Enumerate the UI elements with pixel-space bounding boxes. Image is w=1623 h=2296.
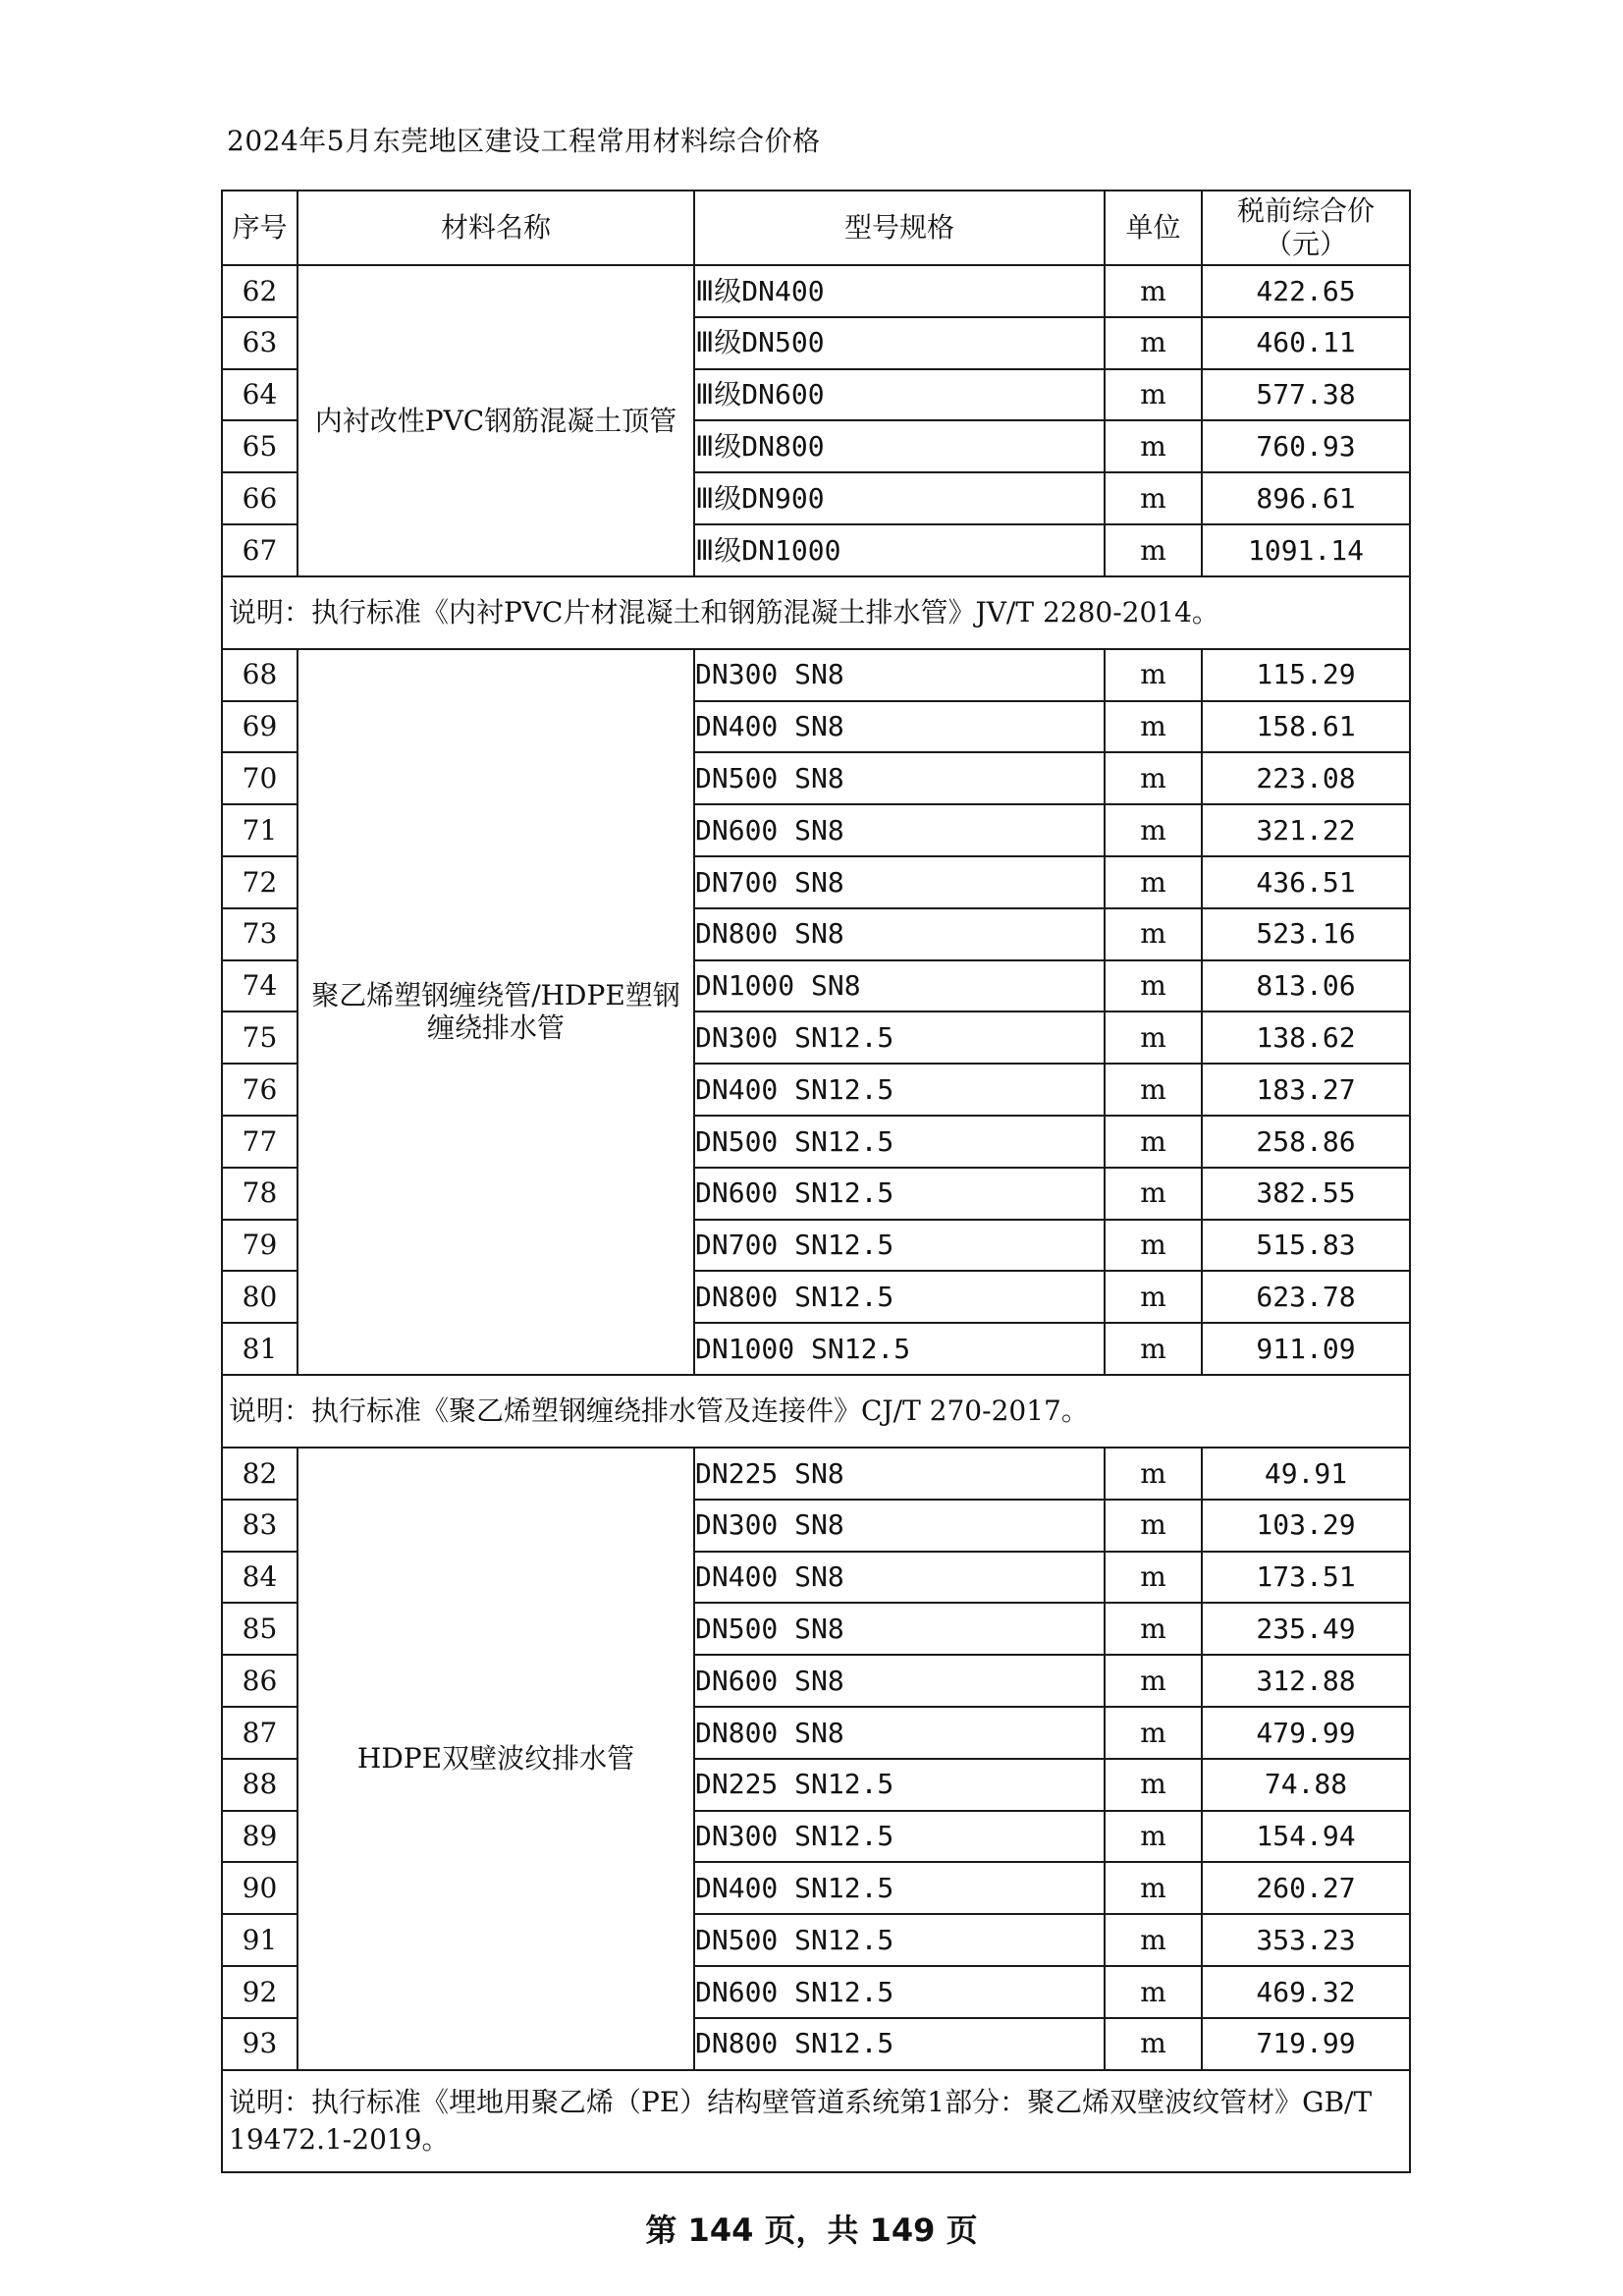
cell-price: 158.61	[1202, 701, 1410, 753]
note-row	[222, 1375, 1410, 1448]
cell-price: 173.51	[1202, 1552, 1410, 1604]
cell-no: 70	[222, 752, 298, 804]
cell-price: 1091.14	[1202, 524, 1410, 576]
cell-unit: m	[1105, 1323, 1202, 1375]
header-price-line1: 税前综合价	[1236, 194, 1375, 228]
cell-no: 69	[222, 701, 298, 753]
cell-price: 577.38	[1202, 369, 1410, 421]
cell-no: 84	[222, 1552, 298, 1604]
cell-spec: Ⅲ级DN600	[694, 369, 1105, 421]
document-title: 2024年5月东莞地区建设工程常用材料综合价格	[227, 125, 821, 157]
table-row	[222, 1448, 1410, 1500]
cell-no: 73	[222, 908, 298, 960]
cell-price: 260.27	[1202, 1862, 1410, 1914]
cell-no: 87	[222, 1707, 298, 1759]
cell-unit: m	[1105, 1168, 1202, 1220]
cell-price: 258.86	[1202, 1116, 1410, 1168]
cell-spec: DN600 SN12.5	[694, 1168, 1105, 1220]
cell-no: 91	[222, 1914, 298, 1966]
cell-price: 436.51	[1202, 856, 1410, 908]
cell-unit: m	[1105, 1811, 1202, 1863]
cell-unit: m	[1105, 960, 1202, 1012]
cell-material-name: 聚乙烯塑钢缠绕管/HDPE塑钢缠绕排水管	[298, 649, 694, 1375]
cell-spec: DN800 SN8	[694, 1707, 1105, 1759]
cell-price: 515.83	[1202, 1220, 1410, 1272]
cell-no: 89	[222, 1811, 298, 1863]
cell-price: 353.23	[1202, 1914, 1410, 1966]
header-price-line2: （元）	[1264, 228, 1347, 260]
table-body	[222, 265, 1410, 2172]
cell-spec: DN300 SN8	[694, 1500, 1105, 1552]
cell-price: 321.22	[1202, 804, 1410, 856]
cell-spec: DN400 SN8	[694, 1552, 1105, 1604]
cell-no: 78	[222, 1168, 298, 1220]
header-material-name: 材料名称	[298, 191, 694, 265]
cell-unit: m	[1105, 369, 1202, 421]
cell-price: 523.16	[1202, 908, 1410, 960]
cell-price: 422.65	[1202, 265, 1410, 317]
cell-no: 68	[222, 649, 298, 701]
cell-unit: m	[1105, 1966, 1202, 2018]
cell-no: 80	[222, 1271, 298, 1323]
cell-price: 138.62	[1202, 1011, 1410, 1064]
cell-spec: DN500 SN12.5	[694, 1116, 1105, 1168]
cell-price: 813.06	[1202, 960, 1410, 1012]
cell-material-name: HDPE双壁波纹排水管	[298, 1448, 694, 2070]
cell-spec: Ⅲ级DN500	[694, 317, 1105, 369]
cell-no: 88	[222, 1759, 298, 1811]
cell-unit: m	[1105, 1655, 1202, 1707]
table-header-row	[222, 191, 1410, 265]
cell-no: 62	[222, 265, 298, 317]
cell-unit: m	[1105, 1448, 1202, 1500]
cell-spec: DN500 SN8	[694, 1603, 1105, 1655]
cell-price: 183.27	[1202, 1064, 1410, 1116]
cell-price: 154.94	[1202, 1811, 1410, 1863]
cell-unit: m	[1105, 265, 1202, 317]
cell-unit: m	[1105, 1862, 1202, 1914]
cell-unit: m	[1105, 1064, 1202, 1116]
cell-price: 235.49	[1202, 1603, 1410, 1655]
note-text: 说明：执行标准《内衬PVC片材混凝土和钢筋混凝土排水管》JV/T 2280-2014。	[222, 576, 1410, 649]
note-row	[222, 2070, 1410, 2172]
cell-spec: DN600 SN8	[694, 804, 1105, 856]
header-price	[1202, 191, 1410, 265]
note-text: 说明：执行标准《聚乙烯塑钢缠绕排水管及连接件》CJ/T 270-2017。	[222, 1375, 1410, 1448]
cell-spec: DN300 SN12.5	[694, 1811, 1105, 1863]
cell-spec: DN600 SN12.5	[694, 1966, 1105, 2018]
cell-no: 90	[222, 1862, 298, 1914]
cell-price: 896.61	[1202, 472, 1410, 524]
cell-spec: Ⅲ级DN800	[694, 420, 1105, 472]
cell-unit: m	[1105, 908, 1202, 960]
table-row	[222, 649, 1410, 701]
cell-unit: m	[1105, 1914, 1202, 1966]
cell-price: 115.29	[1202, 649, 1410, 701]
cell-unit: m	[1105, 1707, 1202, 1759]
cell-no: 85	[222, 1603, 298, 1655]
cell-spec: DN800 SN12.5	[694, 1271, 1105, 1323]
cell-spec: DN400 SN12.5	[694, 1064, 1105, 1116]
cell-unit: m	[1105, 524, 1202, 576]
cell-spec: Ⅲ级DN900	[694, 472, 1105, 524]
cell-spec: DN300 SN12.5	[694, 1011, 1105, 1064]
cell-price: 460.11	[1202, 317, 1410, 369]
cell-price: 49.91	[1202, 1448, 1410, 1500]
cell-unit: m	[1105, 1271, 1202, 1323]
cell-no: 71	[222, 804, 298, 856]
cell-no: 92	[222, 1966, 298, 2018]
table-row	[222, 265, 1410, 317]
cell-spec: DN800 SN8	[694, 908, 1105, 960]
cell-no: 72	[222, 856, 298, 908]
cell-no: 93	[222, 2018, 298, 2070]
cell-spec: DN500 SN8	[694, 752, 1105, 804]
cell-unit: m	[1105, 1500, 1202, 1552]
cell-no: 66	[222, 472, 298, 524]
cell-spec: DN225 SN8	[694, 1448, 1105, 1500]
cell-unit: m	[1105, 1759, 1202, 1811]
cell-spec: DN700 SN12.5	[694, 1220, 1105, 1272]
cell-price: 760.93	[1202, 420, 1410, 472]
cell-no: 82	[222, 1448, 298, 1500]
cell-spec: DN1000 SN12.5	[694, 1323, 1105, 1375]
cell-price: 223.08	[1202, 752, 1410, 804]
cell-unit: m	[1105, 856, 1202, 908]
cell-no: 65	[222, 420, 298, 472]
cell-price: 312.88	[1202, 1655, 1410, 1707]
cell-spec: DN700 SN8	[694, 856, 1105, 908]
cell-unit: m	[1105, 317, 1202, 369]
cell-price: 623.78	[1202, 1271, 1410, 1323]
cell-no: 86	[222, 1655, 298, 1707]
cell-unit: m	[1105, 752, 1202, 804]
cell-no: 81	[222, 1323, 298, 1375]
cell-unit: m	[1105, 1603, 1202, 1655]
cell-unit: m	[1105, 1552, 1202, 1604]
cell-unit: m	[1105, 1116, 1202, 1168]
cell-no: 63	[222, 317, 298, 369]
cell-price: 479.99	[1202, 1707, 1410, 1759]
cell-price: 469.32	[1202, 1966, 1410, 2018]
cell-unit: m	[1105, 701, 1202, 753]
cell-spec: DN225 SN12.5	[694, 1759, 1105, 1811]
cell-spec: DN300 SN8	[694, 649, 1105, 701]
cell-material-name: 内衬改性PVC钢筋混凝土顶管	[298, 265, 694, 576]
cell-spec: DN1000 SN8	[694, 960, 1105, 1012]
cell-price: 382.55	[1202, 1168, 1410, 1220]
cell-price: 103.29	[1202, 1500, 1410, 1552]
cell-no: 64	[222, 369, 298, 421]
cell-spec: DN500 SN12.5	[694, 1914, 1105, 1966]
cell-spec: DN600 SN8	[694, 1655, 1105, 1707]
page-footer: 第 144 页，共 149 页	[645, 2212, 978, 2249]
cell-no: 79	[222, 1220, 298, 1272]
header-spec: 型号规格	[694, 191, 1105, 265]
cell-no: 67	[222, 524, 298, 576]
cell-unit: m	[1105, 804, 1202, 856]
cell-spec: Ⅲ级DN400	[694, 265, 1105, 317]
cell-no: 83	[222, 1500, 298, 1552]
cell-no: 75	[222, 1011, 298, 1064]
cell-spec: DN400 SN8	[694, 701, 1105, 753]
cell-spec: Ⅲ级DN1000	[694, 524, 1105, 576]
cell-no: 76	[222, 1064, 298, 1116]
note-text: 说明：执行标准《埋地用聚乙烯（PE）结构壁管道系统第1部分：聚乙烯双壁波纹管材》GB/T 19472.1-2019。	[222, 2070, 1410, 2172]
cell-price: 911.09	[1202, 1323, 1410, 1375]
cell-unit: m	[1105, 420, 1202, 472]
cell-no: 74	[222, 960, 298, 1012]
cell-unit: m	[1105, 649, 1202, 701]
cell-spec: DN800 SN12.5	[694, 2018, 1105, 2070]
price-table	[221, 190, 1411, 2173]
cell-price: 719.99	[1202, 2018, 1410, 2070]
cell-unit: m	[1105, 1220, 1202, 1272]
cell-unit: m	[1105, 472, 1202, 524]
note-row	[222, 576, 1410, 649]
cell-unit: m	[1105, 1011, 1202, 1064]
cell-no: 77	[222, 1116, 298, 1168]
cell-unit: m	[1105, 2018, 1202, 2070]
header-no: 序号	[222, 191, 298, 265]
header-unit: 单位	[1105, 191, 1202, 265]
cell-price: 74.88	[1202, 1759, 1410, 1811]
cell-spec: DN400 SN12.5	[694, 1862, 1105, 1914]
